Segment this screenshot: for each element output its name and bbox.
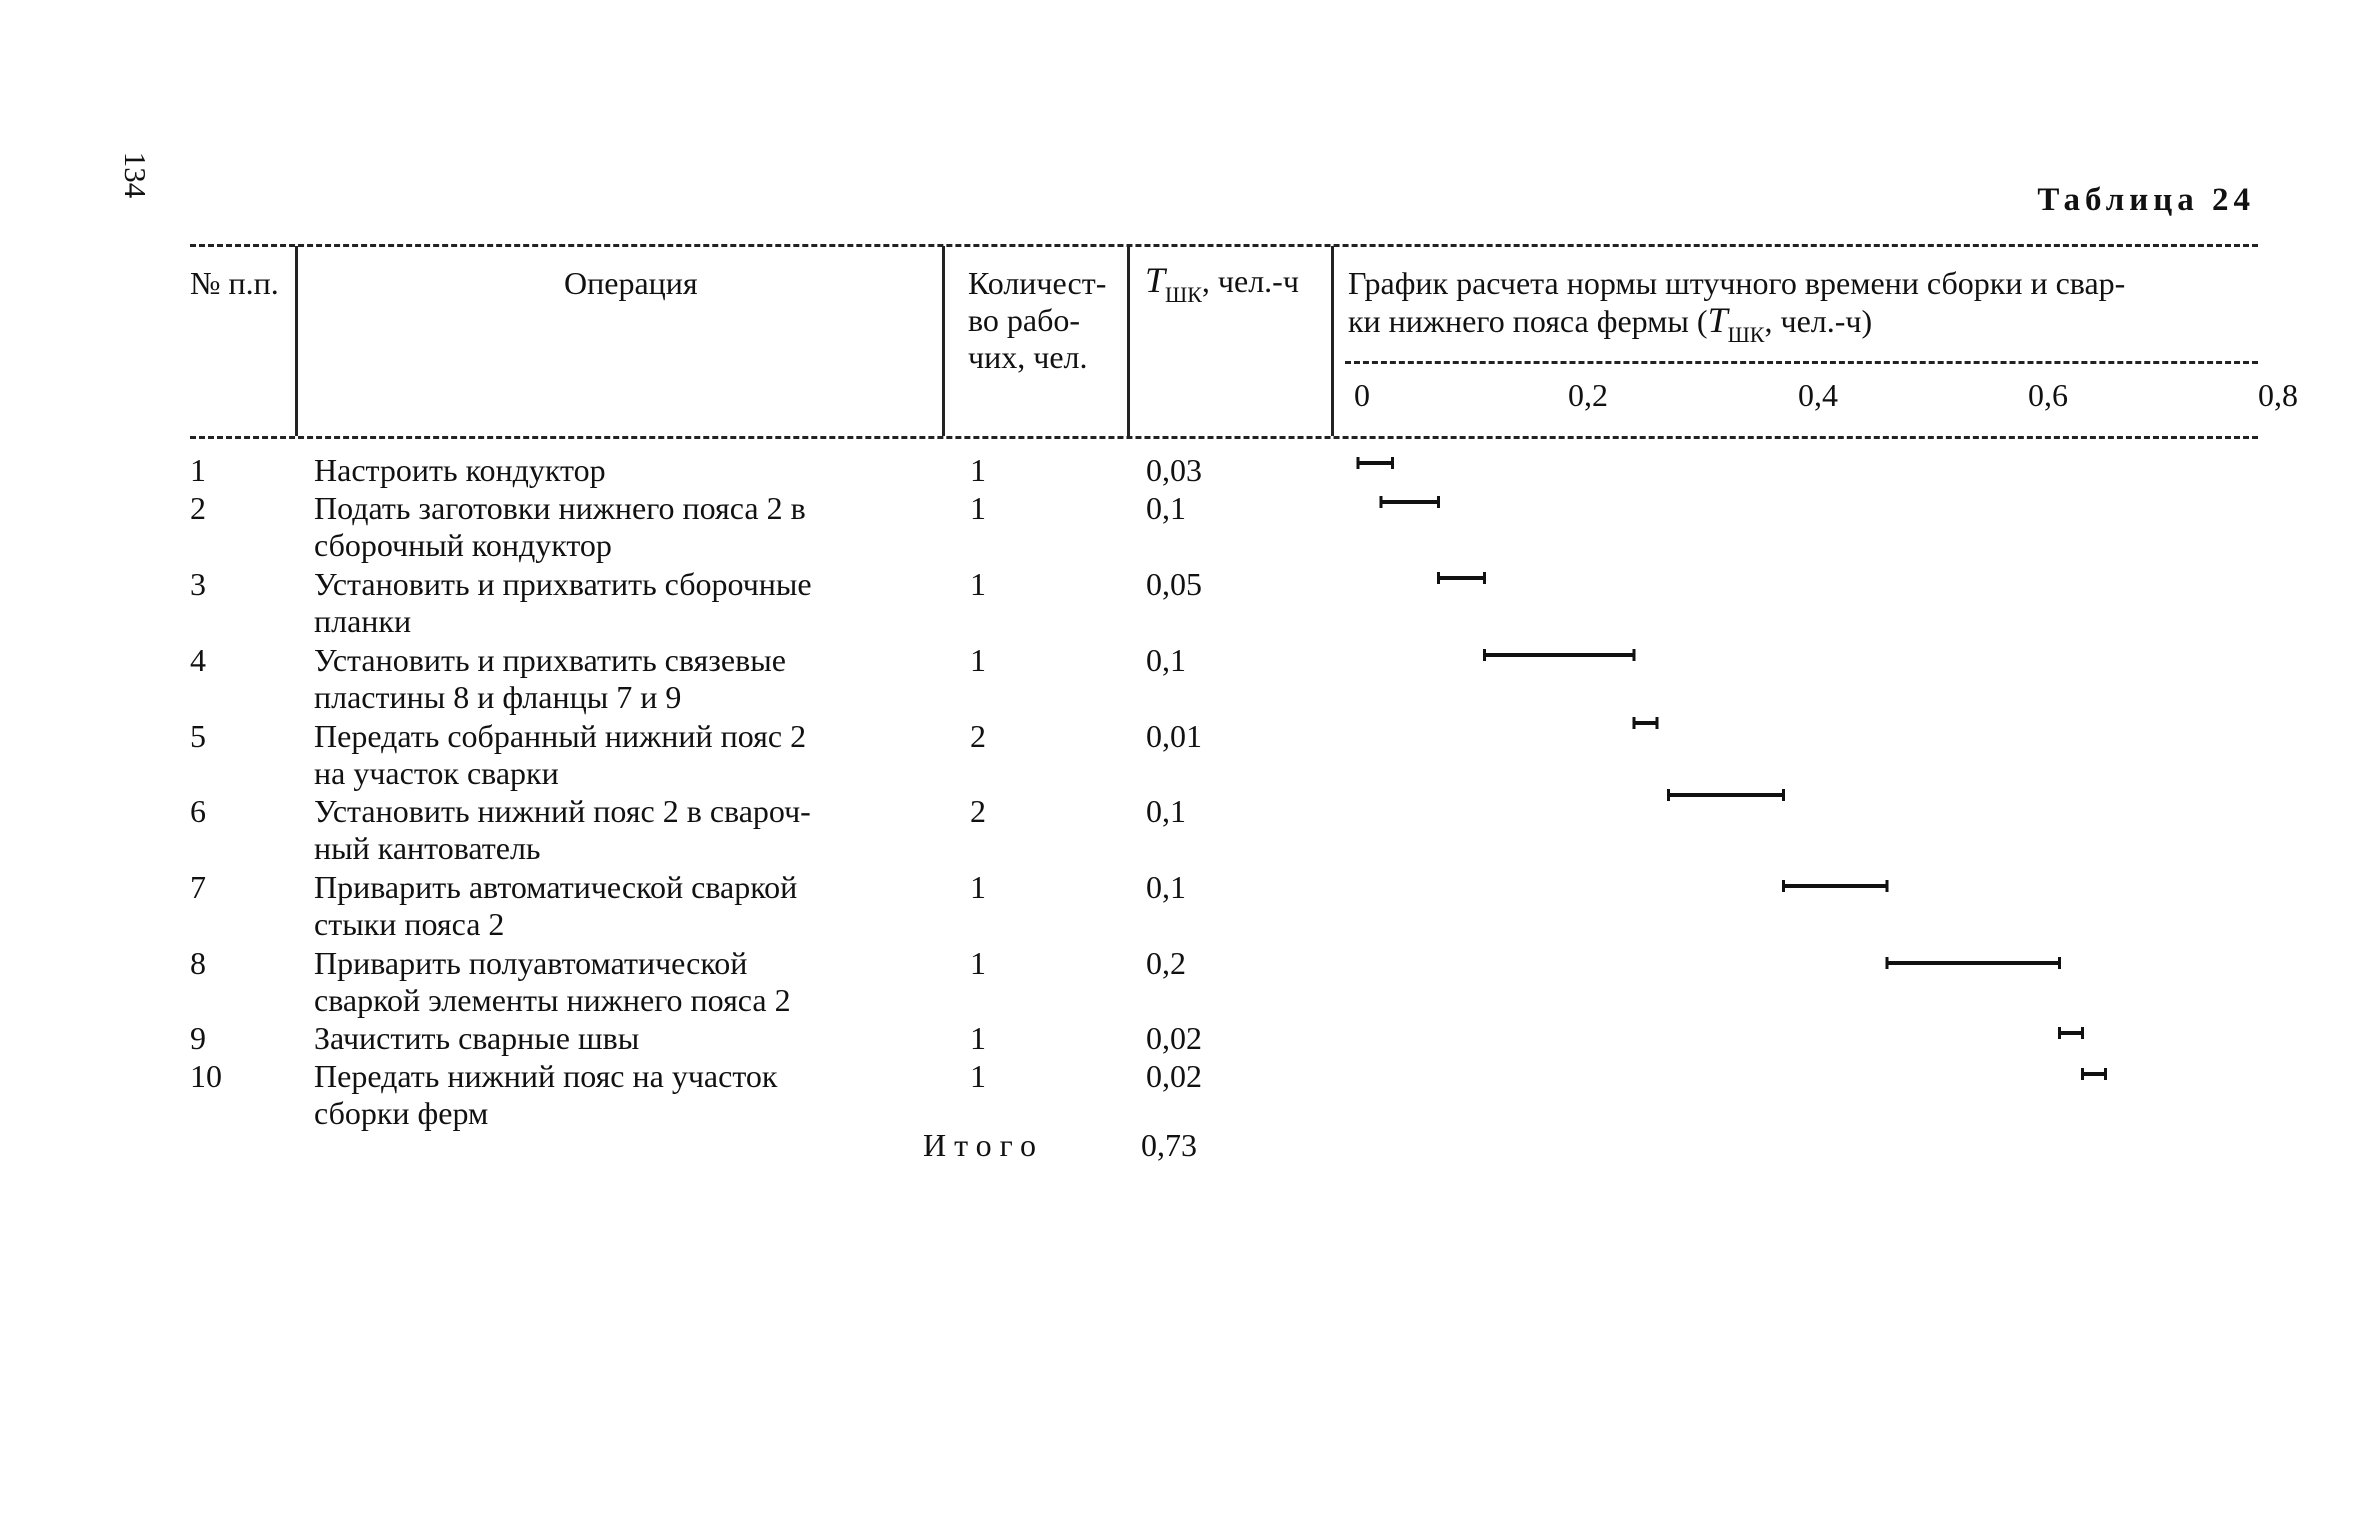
axis-tick-label: 0,6 bbox=[2028, 377, 2068, 413]
row-operation-line: Подать заготовки нижнего пояса 2 в bbox=[314, 490, 806, 526]
row-operation-line: Приварить автоматической сваркой bbox=[314, 869, 798, 905]
row-workers: 1 bbox=[970, 869, 986, 905]
row-num: 2 bbox=[190, 490, 206, 526]
row-operation-line: на участок сварки bbox=[314, 755, 559, 791]
row-time: 0,05 bbox=[1146, 566, 1202, 602]
row-workers: 1 bbox=[970, 1020, 986, 1056]
row-operation-line: Зачистить сварные швы bbox=[314, 1020, 640, 1056]
gantt-bar bbox=[1887, 957, 2060, 969]
row-num: 10 bbox=[190, 1058, 222, 1094]
row-num: 3 bbox=[190, 566, 206, 602]
row-time: 0,1 bbox=[1146, 642, 1186, 678]
header-graph-line-2-b: , чел.-ч) bbox=[1764, 303, 1873, 339]
header-workers-line-2: во рабо- bbox=[968, 302, 1081, 338]
row-num: 8 bbox=[190, 945, 206, 981]
axis-tick-label: 0 bbox=[1354, 377, 1370, 413]
row-num: 9 bbox=[190, 1020, 206, 1056]
row-operation-line: пластины 8 и фланцы 7 и 9 bbox=[314, 679, 682, 715]
row-time: 0,1 bbox=[1146, 793, 1186, 829]
row-workers: 1 bbox=[970, 452, 986, 488]
row-time: 0,03 bbox=[1146, 452, 1202, 488]
row-operation-line: Установить нижний пояс 2 в свароч- bbox=[314, 793, 811, 829]
row-workers: 2 bbox=[970, 793, 986, 829]
row-operation-line: сборочный кондуктор bbox=[314, 527, 612, 563]
gantt-bar bbox=[1784, 880, 1888, 892]
gantt-bar bbox=[1669, 789, 1784, 801]
row-time: 0,1 bbox=[1146, 490, 1186, 526]
header-graph-line-1: График расчета нормы штучного времени сборки и свар- bbox=[1348, 265, 2126, 301]
row-operation-line: Установить и прихватить связевые bbox=[314, 642, 786, 678]
header-workers-line-3: чих, чел. bbox=[968, 339, 1088, 375]
row-num: 7 bbox=[190, 869, 206, 905]
row-operation-line: Передать собранный нижний пояс 2 bbox=[314, 718, 807, 754]
header-graph-subscript: ШК bbox=[1727, 322, 1765, 347]
row-num: 6 bbox=[190, 793, 206, 829]
row-workers: 1 bbox=[970, 490, 986, 526]
table-caption: Таблица 24 bbox=[2037, 182, 2255, 218]
gantt-bar bbox=[2060, 1027, 2083, 1039]
row-num: 4 bbox=[190, 642, 206, 678]
axis-tick-label: 0,8 bbox=[2258, 377, 2298, 413]
row-operation-line: Установить и прихватить сборочные bbox=[314, 566, 812, 602]
row-num: 1 bbox=[190, 452, 206, 488]
row-time: 0,2 bbox=[1146, 945, 1186, 981]
header-operation: Операция bbox=[564, 265, 698, 301]
header-workers-line-1: Количест- bbox=[968, 265, 1107, 301]
header-time-unit: , чел.-ч bbox=[1201, 263, 1299, 299]
axis-tick-label: 0,4 bbox=[1798, 377, 1838, 413]
gantt-bar bbox=[1358, 457, 1393, 469]
gantt-bar bbox=[1439, 572, 1485, 584]
row-operation-line: сваркой элементы нижнего пояса 2 bbox=[314, 982, 791, 1018]
row-operation-line: Настроить кондуктор bbox=[314, 452, 606, 488]
gantt-bar bbox=[1634, 717, 1657, 729]
page-number: 134 bbox=[118, 151, 153, 199]
row-operation-line: ный кантователь bbox=[314, 830, 541, 866]
row-time: 0,02 bbox=[1146, 1058, 1202, 1094]
row-operation-line: сборки ферм bbox=[314, 1095, 489, 1131]
gantt-bar bbox=[2083, 1068, 2106, 1080]
row-operation-line: Передать нижний пояс на участок bbox=[314, 1058, 778, 1094]
row-operation-line: Приварить полуавтоматической bbox=[314, 945, 748, 981]
header-graph-line-2-a: ки нижнего пояса фермы ( bbox=[1348, 303, 1708, 339]
row-time: 0,02 bbox=[1146, 1020, 1202, 1056]
row-workers: 1 bbox=[970, 642, 986, 678]
gantt-bar bbox=[1485, 649, 1635, 661]
gantt-bar bbox=[1381, 496, 1439, 508]
total-label: Итого bbox=[923, 1127, 1044, 1163]
header-time-symbol: Т bbox=[1145, 260, 1166, 300]
row-workers: 2 bbox=[970, 718, 986, 754]
row-time: 0,01 bbox=[1146, 718, 1202, 754]
row-workers: 1 bbox=[970, 566, 986, 602]
row-operation-line: планки bbox=[314, 603, 412, 639]
row-time: 0,1 bbox=[1146, 869, 1186, 905]
total-value: 0,73 bbox=[1141, 1127, 1197, 1163]
header-time-subscript: ШК bbox=[1165, 282, 1202, 307]
header-num: № п.п. bbox=[190, 265, 279, 301]
row-operation-line: стыки пояса 2 bbox=[314, 906, 505, 942]
row-workers: 1 bbox=[970, 945, 986, 981]
axis-tick-label: 0,2 bbox=[1568, 377, 1608, 413]
header-graph-symbol: Т bbox=[1707, 300, 1728, 340]
row-workers: 1 bbox=[970, 1058, 986, 1094]
row-num: 5 bbox=[190, 718, 206, 754]
